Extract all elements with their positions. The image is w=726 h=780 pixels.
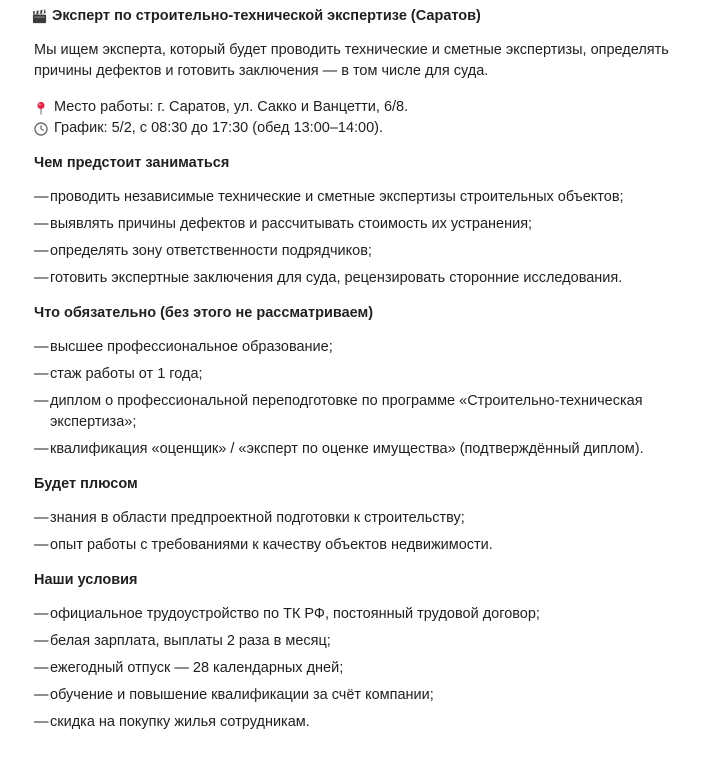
list-item xyxy=(34,268,706,289)
dash-marker: — xyxy=(34,441,49,457)
pushpin-icon xyxy=(34,101,48,115)
list-item xyxy=(34,439,706,460)
dash-marker: — xyxy=(34,714,49,730)
list-item-text: стаж работы от 1 года; xyxy=(50,366,203,382)
list-item-text: проводить независимые технические и сметные экспертизы строительных объектов; xyxy=(50,189,624,205)
info-block xyxy=(34,97,706,139)
dash-marker: — xyxy=(34,216,49,232)
intro-text: Мы ищем эксперта, который будет проводить технические и сметные экспертизы, определять причины дефектов и готовить заключения — в том числе для суда. xyxy=(34,42,669,79)
list-item-text: квалификация «оценщик» / «эксперт по оценке имущества» (подтверждённый диплом). xyxy=(50,441,644,457)
list-item xyxy=(34,241,706,262)
location-row xyxy=(34,97,706,118)
list-item xyxy=(34,187,706,208)
posting-title-row xyxy=(34,5,706,27)
list-item xyxy=(34,535,706,556)
dash-marker: — xyxy=(34,243,49,259)
list-item xyxy=(34,364,706,385)
list-item-text: знания в области предпроектной подготовки к строительству; xyxy=(50,510,465,526)
dash-marker: — xyxy=(34,270,49,286)
section-heading-requirements: Что обязательно (без этого не рассматриваем) xyxy=(34,305,374,321)
list-item-text: определять зону ответственности подрядчиков; xyxy=(50,243,372,259)
list-item xyxy=(34,712,706,733)
list-item-text: готовить экспертные заключения для суда, рецензировать сторонние исследования. xyxy=(50,270,623,286)
dash-marker: — xyxy=(34,660,49,676)
clapperboard-icon xyxy=(32,9,47,24)
location-text: Место работы: г. Саратов, ул. Сакко и Ванцетти, 6/8. xyxy=(54,99,409,115)
requirements-list xyxy=(34,337,706,460)
list-item-text: выявлять причины дефектов и рассчитывать стоимость их устранения; xyxy=(50,216,533,232)
conditions-list xyxy=(34,604,706,733)
duties-list xyxy=(34,187,706,289)
list-item-text: высшее профессиональное образование; xyxy=(50,339,333,355)
list-item xyxy=(34,508,706,529)
list-item-text: белая зарплата, выплаты 2 раза в месяц; xyxy=(50,633,331,649)
list-item xyxy=(34,685,706,706)
dash-marker: — xyxy=(34,510,49,526)
list-item-text: скидка на покупку жилья сотрудникам. xyxy=(50,714,310,730)
section-heading-duties: Чем предстоит заниматься xyxy=(34,155,230,171)
dash-marker: — xyxy=(34,393,49,409)
bonus-list xyxy=(34,508,706,556)
list-item-text: обучение и повышение квалификации за счёт компании; xyxy=(50,687,434,703)
list-item xyxy=(34,604,706,625)
section-heading-bonus: Будет плюсом xyxy=(34,476,138,492)
dash-marker: — xyxy=(34,606,49,622)
section-heading-conditions: Наши условия xyxy=(34,572,138,588)
list-item-text: опыт работы с требованиями к качеству объектов недвижимости. xyxy=(50,537,493,553)
posting-title: Эксперт по строительно-технической экспертизе (Саратов) xyxy=(52,7,481,24)
dash-marker: — xyxy=(34,189,49,205)
dash-marker: — xyxy=(34,339,49,355)
dash-marker: — xyxy=(34,537,49,553)
list-item xyxy=(34,391,706,433)
list-item-text: ежегодный отпуск — 28 календарных дней; xyxy=(50,660,344,676)
list-item xyxy=(34,631,706,652)
list-item xyxy=(34,658,706,679)
clock-icon xyxy=(34,122,48,136)
list-item xyxy=(34,214,706,235)
schedule-text: График: 5/2, с 08:30 до 17:30 (обед 13:00–14:00). xyxy=(54,120,384,136)
dash-marker: — xyxy=(34,366,49,382)
list-item-text: диплом о профессиональной переподготовке по программе «Строительно-техническая экспертиза»; xyxy=(50,393,643,430)
dash-marker: — xyxy=(34,633,49,649)
list-item xyxy=(34,337,706,358)
schedule-row xyxy=(34,118,706,139)
dash-marker: — xyxy=(34,687,49,703)
list-item-text: официальное трудоустройство по ТК РФ, постоянный трудовой договор; xyxy=(50,606,540,622)
